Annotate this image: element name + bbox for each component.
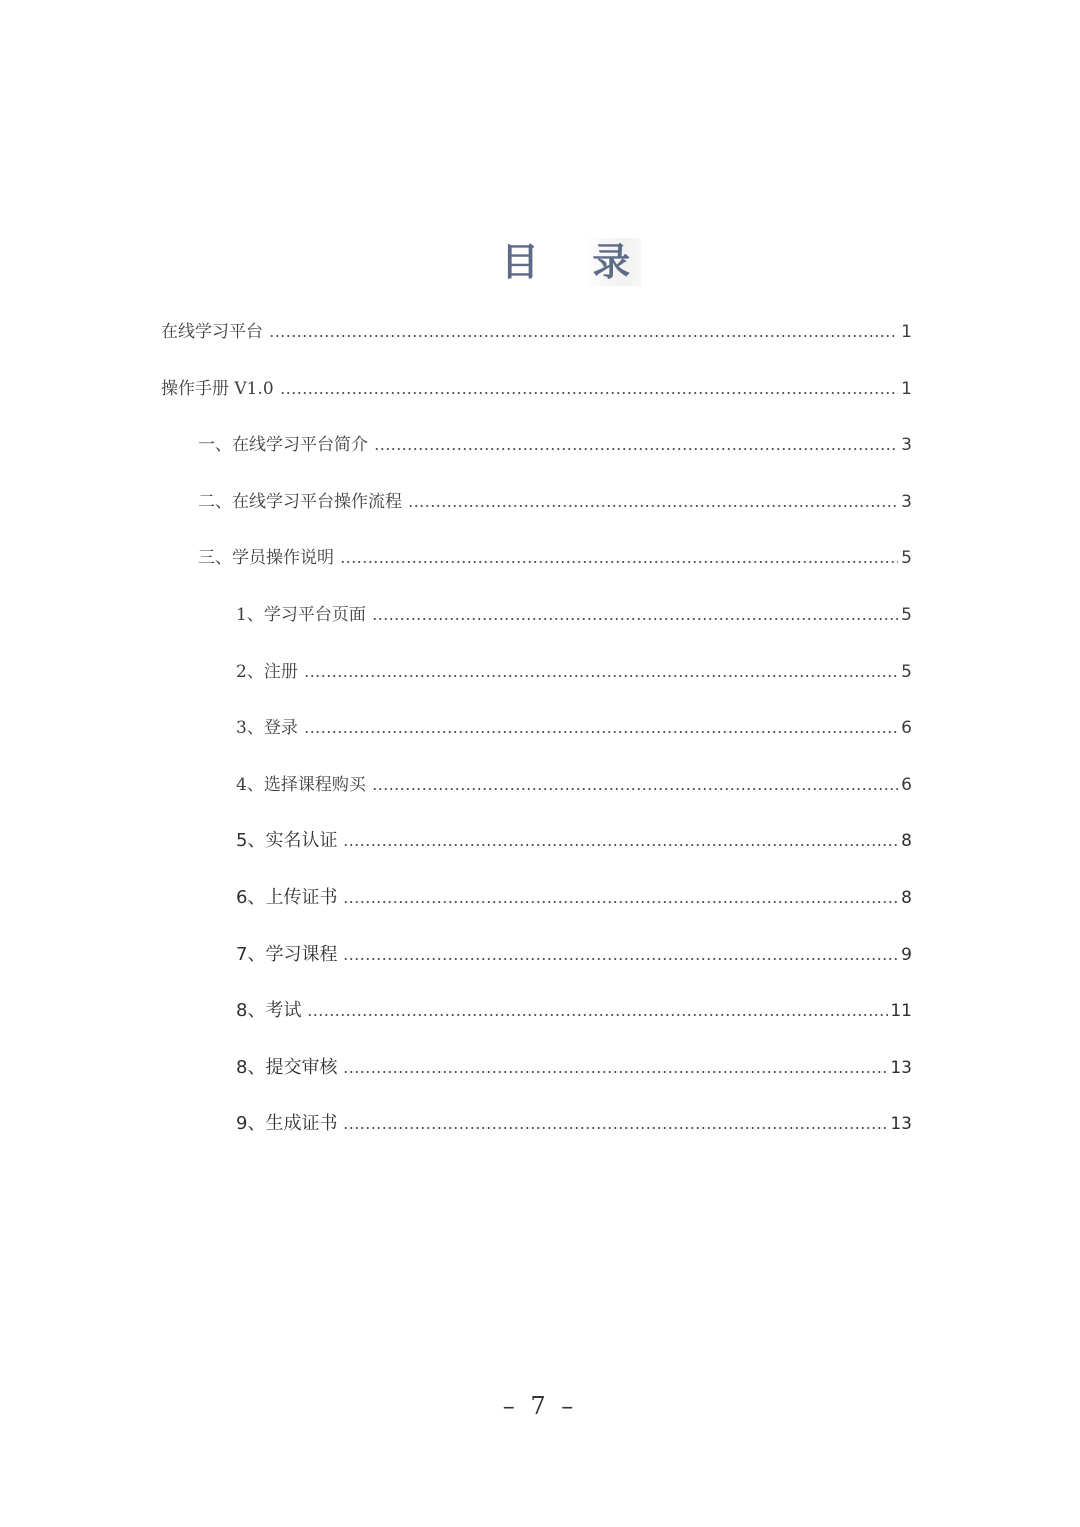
toc-entry[interactable] <box>236 716 912 740</box>
toc-entry[interactable] <box>236 660 912 684</box>
toc-entry-page: 5 <box>901 662 912 682</box>
toc-entry[interactable] <box>236 1056 912 1080</box>
toc-entry-page: 9 <box>901 945 912 965</box>
toc-entry[interactable] <box>236 999 912 1023</box>
toc-entry-page: 6 <box>901 775 912 795</box>
toc-dot-leader <box>280 391 898 395</box>
toc-entry[interactable] <box>236 773 912 797</box>
toc-dot-leader <box>343 1070 888 1074</box>
toc-dot-leader <box>307 1013 888 1017</box>
toc-entry-label: 操作手册 V1.0 <box>161 379 274 399</box>
toc-dot-leader <box>343 957 898 961</box>
toc-entry-page: 13 <box>890 1058 912 1078</box>
toc-entry-label: 2、注册 <box>236 662 298 682</box>
toc-entry-label: 5、实名认证 <box>236 830 338 851</box>
page-number: – 7 – <box>502 1392 578 1420</box>
toc-dot-leader <box>269 334 898 338</box>
toc-dot-leader <box>372 787 898 791</box>
toc-dot-leader <box>372 617 898 621</box>
toc-entry[interactable] <box>236 829 912 853</box>
toc-entry[interactable] <box>161 377 912 401</box>
toc-entry-label: 8、提交审核 <box>236 1057 338 1078</box>
toc-entry-page: 1 <box>901 379 912 399</box>
toc-entry[interactable] <box>236 1112 912 1136</box>
toc-entry-label: 7、学习课程 <box>236 944 338 965</box>
toc-entry-label: 9、生成证书 <box>236 1113 338 1134</box>
toc-entry[interactable] <box>198 546 912 570</box>
toc-entry-page: 13 <box>890 1114 912 1134</box>
toc-dot-leader <box>408 504 898 508</box>
toc-dot-leader <box>343 843 898 847</box>
toc-dot-leader <box>340 560 898 564</box>
toc-entry-label: 4、选择课程购买 <box>236 775 366 795</box>
toc-entry[interactable] <box>236 886 912 910</box>
toc-entry[interactable] <box>161 320 912 344</box>
toc-entry-label: 1、学习平台页面 <box>236 605 366 625</box>
toc-entry-page: 1 <box>901 322 912 342</box>
toc-entry[interactable] <box>236 603 912 627</box>
toc-dot-leader <box>304 730 898 734</box>
toc-entry-page: 11 <box>890 1001 912 1021</box>
toc-entry-label: 在线学习平台 <box>161 322 263 342</box>
toc-entry-label: 6、上传证书 <box>236 887 338 908</box>
toc-entry-page: 8 <box>901 888 912 908</box>
toc-entry-label: 二、在线学习平台操作流程 <box>198 492 402 512</box>
toc-entry-page: 3 <box>901 435 912 455</box>
toc-entry-page: 6 <box>901 718 912 738</box>
toc-dot-leader <box>374 447 898 451</box>
toc-entry-page: 8 <box>901 831 912 851</box>
toc-entry-label: 8、考试 <box>236 1000 302 1021</box>
toc-entry[interactable] <box>236 943 912 967</box>
toc-entry-page: 5 <box>901 548 912 568</box>
toc-entry[interactable] <box>198 490 912 514</box>
page-title: 目 录 <box>501 240 651 284</box>
toc-entry-page: 3 <box>901 492 912 512</box>
toc-entry-label: 一、在线学习平台简介 <box>198 435 368 455</box>
toc-heading-block <box>487 238 651 286</box>
toc-entry-page: 5 <box>901 605 912 625</box>
toc-entry-label: 三、学员操作说明 <box>198 548 334 568</box>
toc-entry[interactable] <box>198 433 912 457</box>
toc-dot-leader <box>343 1126 888 1130</box>
toc-dot-leader <box>343 900 898 904</box>
toc-dot-leader <box>304 674 898 678</box>
toc-entry-label: 3、登录 <box>236 718 298 738</box>
